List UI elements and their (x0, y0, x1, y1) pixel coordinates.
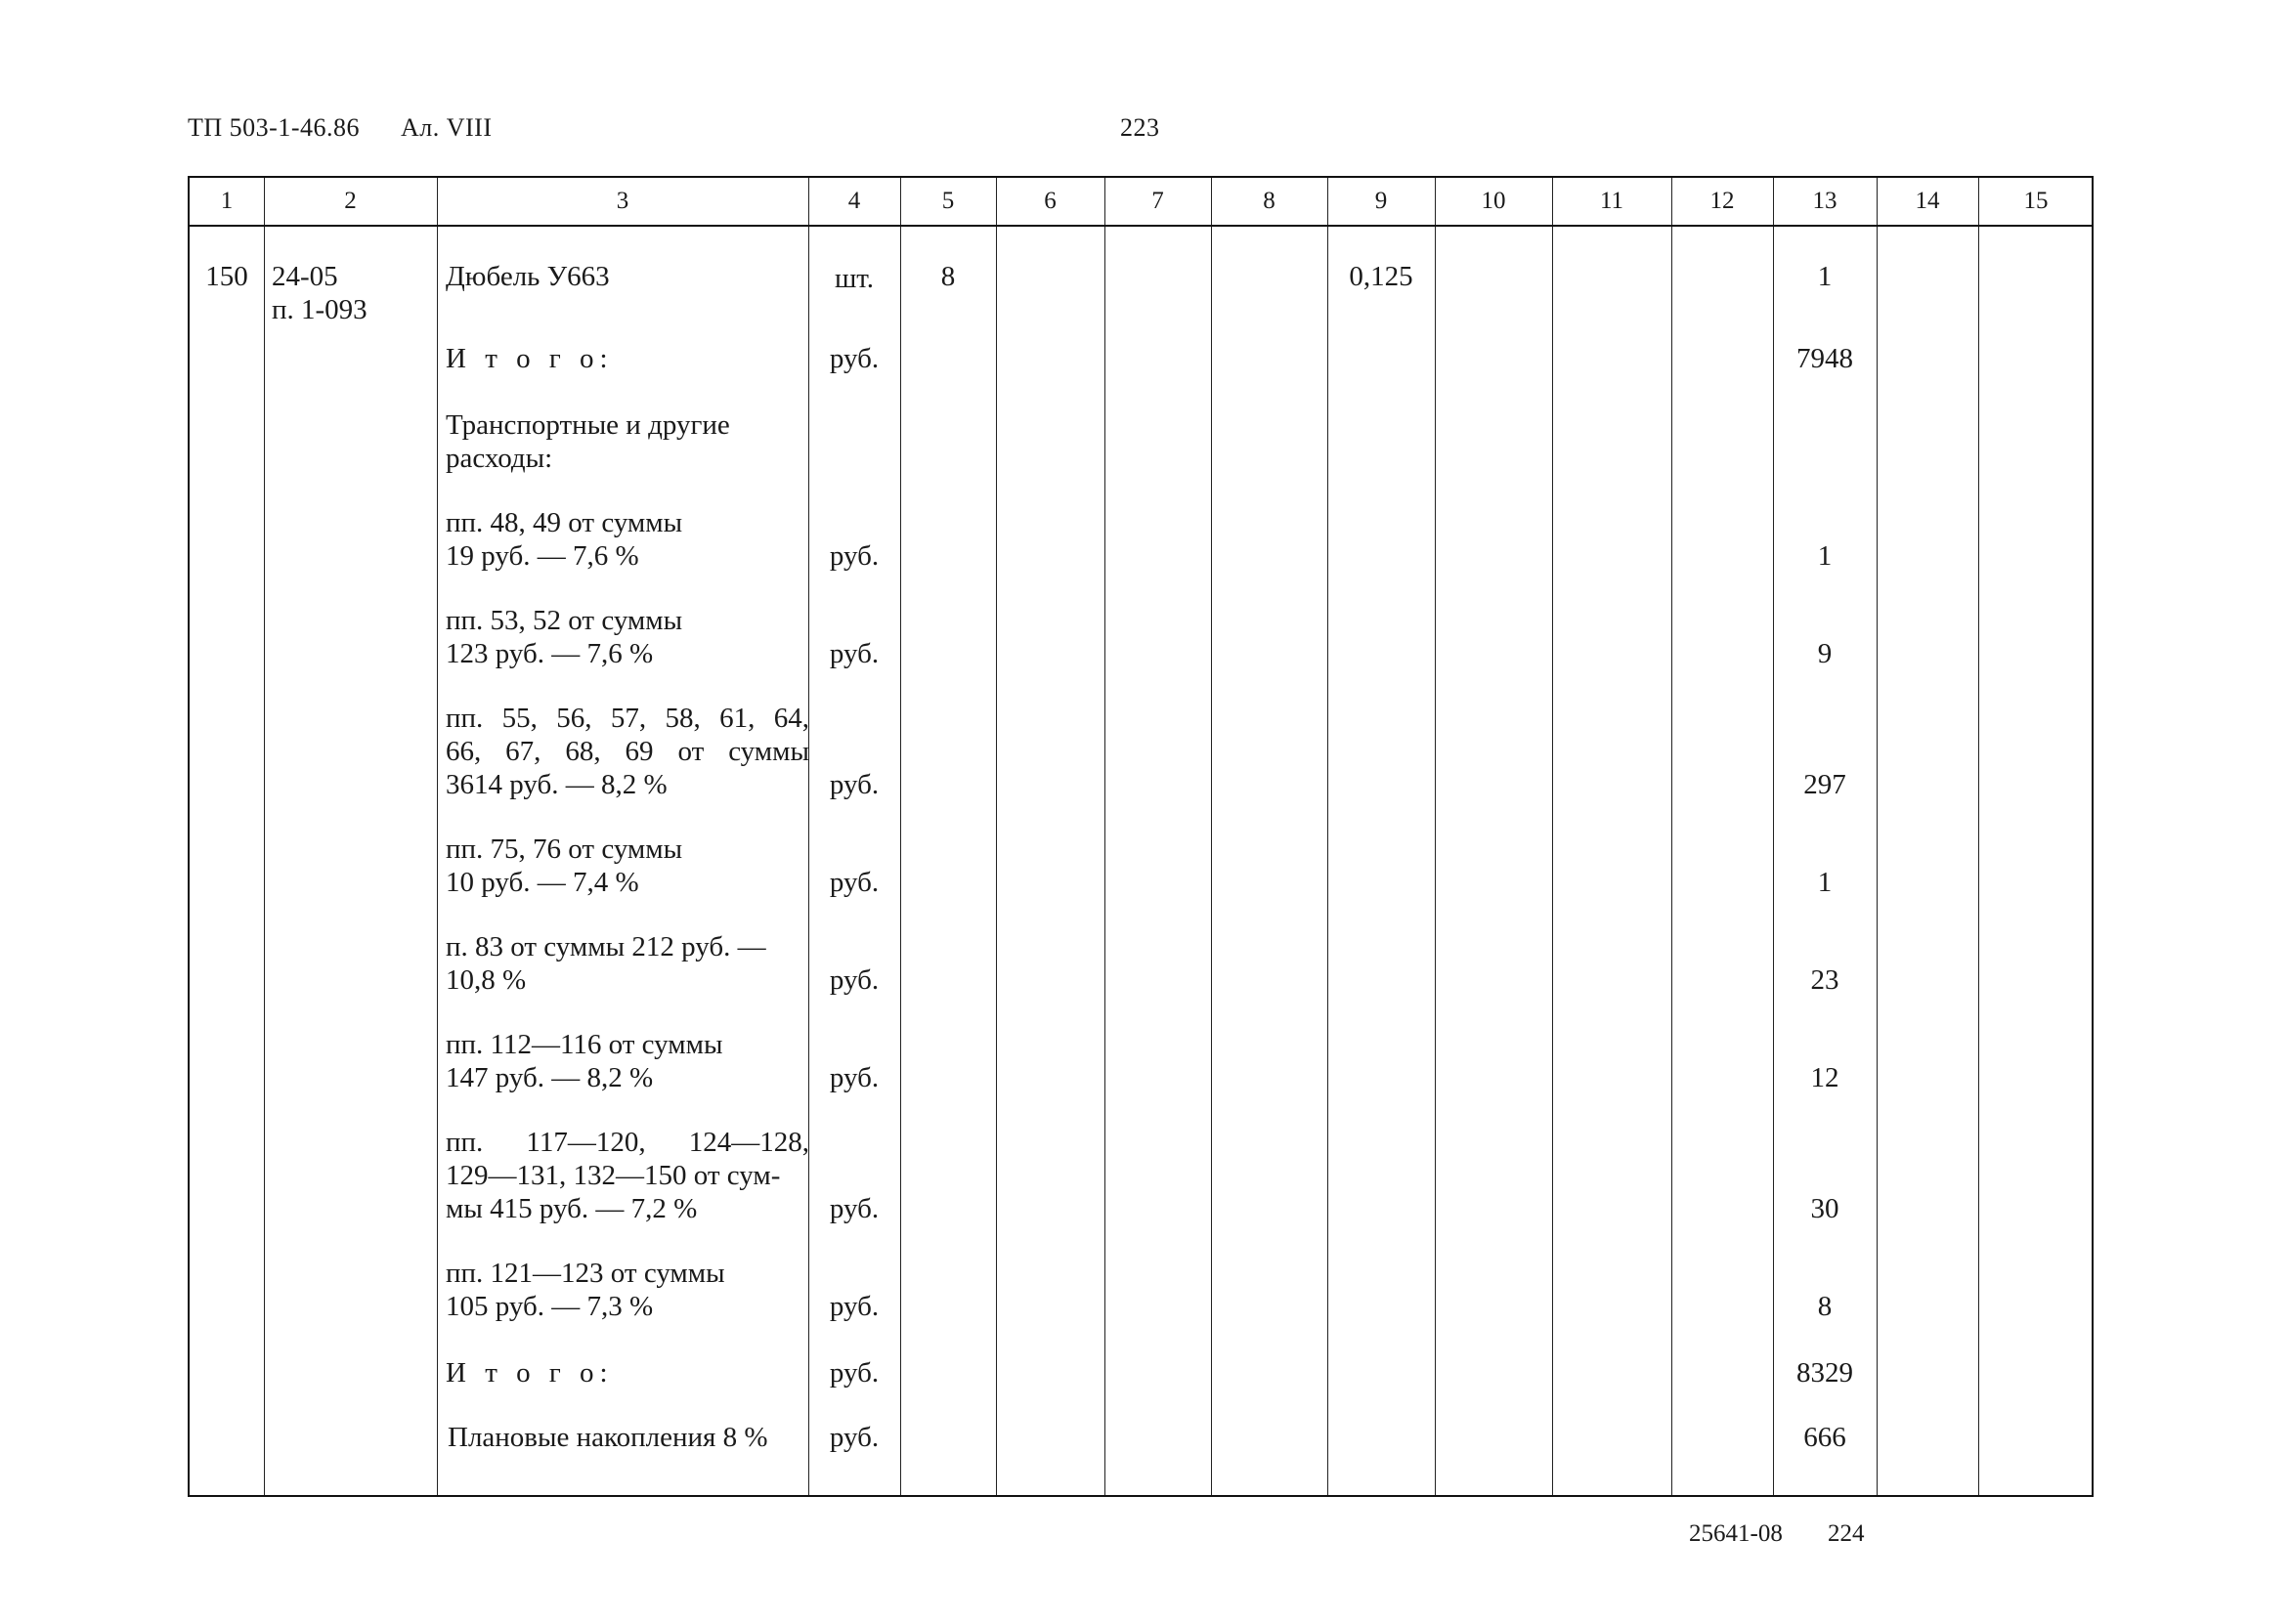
section-label: расходы: (446, 443, 553, 474)
document-code: ТП 503-1-46.86 (188, 113, 360, 142)
total-value: 1 (1817, 867, 1833, 898)
subtotal-label: И т о г о: (446, 343, 614, 374)
item-name: 19 руб. — 7,6 % (446, 540, 639, 572)
unit: руб. (829, 867, 880, 898)
item-name: пп. 117—120, 124—128, (446, 1127, 809, 1158)
column-header: 6 (1044, 188, 1057, 214)
quantity: 8 (940, 261, 956, 292)
column-header: 5 (941, 188, 955, 214)
total-value: 8329 (1796, 1357, 1853, 1389)
item-name: 105 руб. — 7,3 % (446, 1291, 654, 1322)
total-value: 8 (1817, 1291, 1833, 1322)
unit: руб. (829, 1422, 880, 1453)
item-name: пп. 75, 76 от суммы (446, 833, 683, 865)
column-header: 13 (1812, 188, 1837, 214)
column-header: 7 (1151, 188, 1164, 214)
column-divider (1211, 178, 1212, 1495)
column-divider (1435, 178, 1436, 1495)
header-divider (190, 225, 2092, 227)
unit: руб. (829, 343, 880, 374)
total-value: 7948 (1796, 343, 1853, 374)
column-divider (1104, 178, 1105, 1495)
total-value: 30 (1810, 1193, 1839, 1224)
subtotal-label: И т о г о: (446, 1357, 614, 1389)
item-name: пп. 112—116 от суммы (446, 1029, 723, 1060)
column-header: 10 (1481, 188, 1506, 214)
unit: руб. (829, 638, 880, 669)
item-name: пп. 55, 56, 57, 58, 61, 64, (446, 703, 809, 734)
unit: руб. (829, 1062, 880, 1093)
column-divider (1877, 178, 1878, 1495)
unit: шт. (834, 263, 875, 294)
column-header: 9 (1374, 188, 1388, 214)
page-number: 223 (1120, 113, 1160, 142)
item-name: пп. 48, 49 от суммы (446, 507, 683, 538)
unit: руб. (829, 964, 880, 996)
item-name: 147 руб. — 8,2 % (446, 1062, 654, 1093)
item-name: 123 руб. — 7,6 % (446, 638, 654, 669)
column-header: 1 (220, 188, 234, 214)
item-name: мы 415 руб. — 7,2 % (446, 1193, 698, 1224)
item-name: 129—131, 132—150 от сум- (446, 1160, 781, 1191)
footer-code: 25641-08 (1689, 1520, 1783, 1547)
total-value: 9 (1817, 638, 1833, 669)
price-reference: п. 1-093 (272, 294, 367, 325)
item-name: Плановые накопления 8 % (448, 1422, 768, 1453)
footer-page-number: 224 (1828, 1520, 1865, 1547)
column-header: 2 (344, 188, 357, 214)
value-col9: 0,125 (1349, 261, 1413, 292)
item-name: пп. 53, 52 от суммы (446, 605, 683, 636)
item-name: 3614 руб. — 8,2 % (446, 769, 668, 800)
column-divider (1671, 178, 1672, 1495)
column-divider (996, 178, 997, 1495)
unit: руб. (829, 769, 880, 800)
column-header: 15 (2023, 188, 2049, 214)
item-name: п. 83 от суммы 212 руб. — (446, 931, 766, 962)
total-value: 1 (1817, 540, 1833, 572)
total-value: 12 (1810, 1062, 1839, 1093)
column-header: 11 (1599, 188, 1624, 214)
estimate-table (188, 176, 2094, 1497)
unit: руб. (829, 1193, 880, 1224)
item-name: Дюбель У663 (446, 261, 610, 292)
item-name: 10,8 % (446, 964, 527, 996)
unit: руб. (829, 540, 880, 572)
row-number: 150 (205, 261, 248, 292)
total-value: 1 (1817, 261, 1833, 292)
section-label: Транспортные и другие (446, 409, 730, 441)
total-value: 666 (1803, 1422, 1846, 1453)
column-divider (437, 178, 438, 1495)
column-header: 4 (847, 188, 861, 214)
column-header: 14 (1915, 188, 1940, 214)
column-header: 3 (616, 188, 629, 214)
sheet-label: Ал. VIII (401, 113, 493, 142)
column-divider (264, 178, 265, 1495)
column-divider (1327, 178, 1328, 1495)
column-header: 8 (1263, 188, 1275, 214)
unit: руб. (829, 1291, 880, 1322)
total-value: 297 (1803, 769, 1846, 800)
item-name: 10 руб. — 7,4 % (446, 867, 639, 898)
item-name: 66, 67, 68, 69 от суммы (446, 736, 809, 767)
total-value: 23 (1810, 964, 1839, 996)
column-divider (1978, 178, 1979, 1495)
column-header: 12 (1709, 188, 1735, 214)
unit: руб. (829, 1357, 880, 1389)
column-divider (900, 178, 901, 1495)
column-divider (1552, 178, 1553, 1495)
item-name: пп. 121—123 от суммы (446, 1258, 725, 1289)
price-reference: 24-05 (272, 261, 338, 292)
